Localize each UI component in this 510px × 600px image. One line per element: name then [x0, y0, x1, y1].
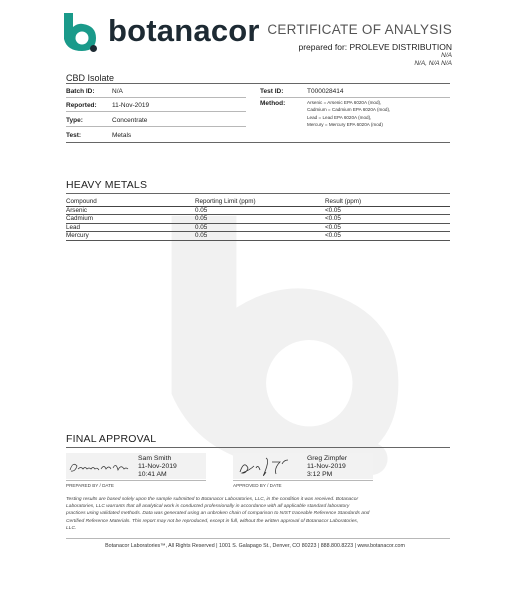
disclaimer-line: Certified Reference Materials. This report may not be reproduced, except in full, without the written approval of Botanacor Laboratories,	[66, 518, 359, 524]
preparer-date: 11-Nov-2019	[138, 463, 177, 470]
preparer-name: Sam Smith	[138, 455, 172, 462]
divider	[260, 97, 450, 98]
signature-line	[233, 480, 373, 481]
divider	[66, 126, 246, 127]
divider	[66, 97, 246, 98]
compound-cell: Lead	[66, 223, 81, 231]
column-header-compound: Compound	[66, 198, 97, 205]
table-header-row	[66, 198, 450, 207]
test-value: Metals	[112, 132, 132, 139]
signature-line	[66, 480, 206, 481]
reporting-limit-cell: 0.05	[195, 206, 208, 214]
test-label: Test:	[66, 132, 82, 139]
type-label: Type:	[66, 117, 83, 124]
approver-date: 11-Nov-2019	[307, 463, 346, 470]
batch-id-label: Batch ID:	[66, 88, 95, 95]
heavy-metals-table	[66, 198, 450, 241]
botanacor-watermark-icon	[150, 205, 420, 475]
table-row	[66, 215, 450, 224]
document-title: CERTIFICATE OF ANALYSIS	[267, 22, 452, 37]
footer: Botanacor Laboratories™, All Rights Reserved | 1001 S. Galapago St., Denver, CO 80223 | 888.800.8223 | www.botanacor.com	[105, 543, 405, 549]
approver-time: 3:12 PM	[307, 471, 333, 478]
preparer-caption: PREPARED BY / DATE	[66, 483, 114, 488]
section-title-heavy-metals: HEAVY METALS	[66, 179, 148, 191]
disclaimer-line: Laboratories, LLC warrants that all analytical work is conducted professionally in accordance with all applicable standard laboratory	[66, 504, 350, 510]
table-row	[66, 224, 450, 233]
client-address-line-2: N/A, N/A N/A	[414, 60, 452, 67]
divider	[66, 142, 450, 143]
type-value: Concentrate	[112, 117, 148, 124]
method-list	[307, 99, 437, 128]
column-header-reporting-limit: Reporting Limit (ppm)	[195, 198, 256, 205]
divider	[66, 538, 450, 539]
method-line: Lead = Lead EPA 6020A (mod),	[307, 114, 372, 120]
preparer-signature-icon	[68, 458, 130, 476]
disclaimer-line: practices using validated methods. Data was generated using an unbroken chain of comparison to NIST traceable Reference Standards and	[66, 511, 370, 517]
result-cell: <0.05	[325, 223, 341, 231]
botanacor-logo-icon	[62, 12, 98, 52]
divider	[66, 111, 246, 112]
compound-cell: Mercury	[66, 232, 89, 240]
disclaimer-line: LLC.	[66, 525, 77, 531]
method-line: Cadmium = Cadmium EPA 6020A (mod),	[307, 107, 391, 113]
section-title-final-approval: FINAL APPROVAL	[66, 433, 157, 445]
divider	[66, 83, 450, 84]
test-id-label: Test ID:	[260, 88, 284, 95]
divider	[66, 193, 450, 194]
method-line: Arsenic = Arsenic EPA 6020A (mod),	[307, 100, 382, 105]
compound-cell: Arsenic	[66, 206, 87, 214]
client-address-line-1: N/A	[441, 52, 452, 59]
table-row	[66, 232, 450, 241]
preparer-time: 10:41 AM	[138, 471, 167, 478]
approver-caption: APPROVED BY / DATE	[233, 483, 282, 488]
reported-label: Reported:	[66, 102, 97, 109]
reporting-limit-cell: 0.05	[195, 223, 208, 231]
reporting-limit-cell: 0.05	[195, 232, 208, 240]
table-row	[66, 207, 450, 216]
compound-cell: Cadmium	[66, 215, 93, 223]
reported-value: 11-Nov-2019	[112, 102, 150, 109]
column-header-result: Result (ppm)	[325, 198, 362, 205]
approver-name: Greg Zimpfer	[307, 455, 348, 462]
brand-name: botanacor	[108, 13, 260, 48]
product-name: CBD Isolate	[66, 73, 115, 83]
test-id-value: T000028414	[307, 88, 344, 95]
method-label: Method:	[260, 100, 286, 107]
disclaimer	[66, 496, 382, 532]
result-cell: <0.05	[325, 206, 341, 214]
prepared-for: prepared for: PROLEVE DISTRIBUTION	[298, 42, 452, 52]
result-cell: <0.05	[325, 232, 341, 240]
batch-id-value: N/A	[112, 88, 123, 95]
disclaimer-line: Testing results are based solely upon the sample submitted to Botanacor Laboratories, LLC, in the condition it was received. Botanacor	[66, 497, 359, 502]
result-cell: <0.05	[325, 215, 341, 223]
method-line: Mercury = Mercury EPA 6020A (mod)	[307, 121, 383, 127]
approver-signature-icon	[236, 454, 296, 478]
divider	[66, 447, 450, 448]
reporting-limit-cell: 0.05	[195, 215, 208, 223]
